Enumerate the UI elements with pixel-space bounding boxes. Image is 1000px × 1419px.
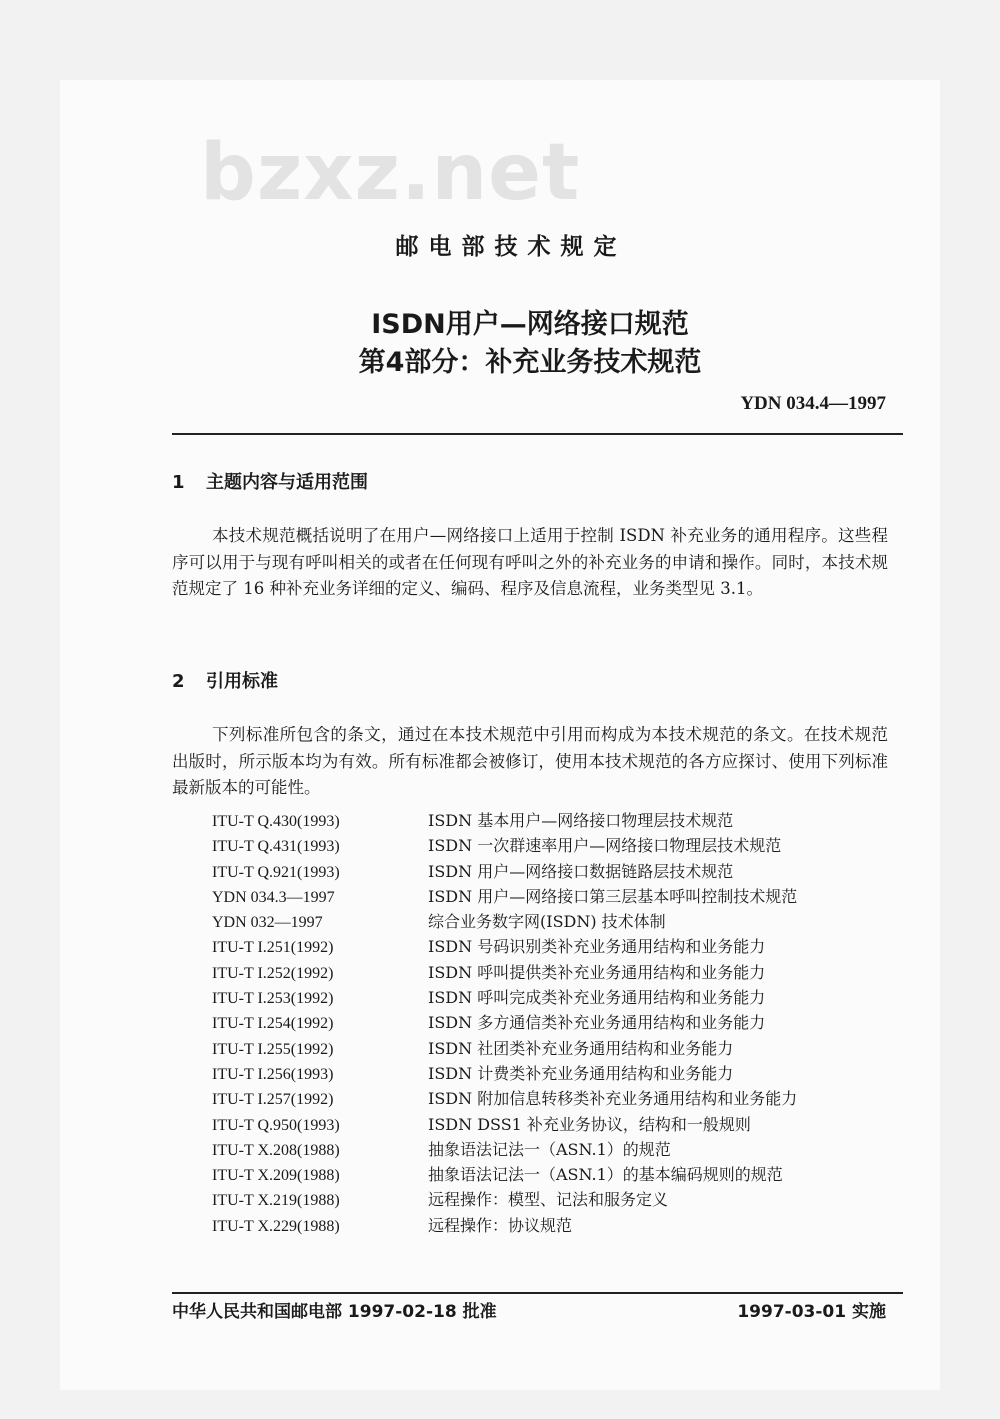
reference-title: 综合业务数字网(ISDN) 技术体制 (428, 912, 666, 932)
reference-code: ITU-T I.257(1992) (212, 1091, 334, 1109)
reference-code: ITU-T I.252(1992) (212, 964, 334, 982)
reference-title: 远程操作：协议规范 (428, 1215, 573, 1235)
reference-code: ITU-T X.209(1988) (212, 1167, 340, 1185)
reference-item (212, 884, 892, 909)
reference-title: ISDN 多方通信类补充业务通用结构和业务能力 (428, 1013, 766, 1033)
section-2-heading (172, 667, 278, 693)
standard-number: YDN 034.4—1997 (740, 393, 886, 414)
reference-title: 远程操作：模型、记法和服务定义 (428, 1190, 669, 1210)
effective-date: 1997-03-01 实施 (737, 1302, 886, 1322)
reference-code: ITU-T X.219(1988) (212, 1192, 340, 1210)
reference-item (212, 1213, 892, 1238)
watermark: bzxz.net (200, 128, 581, 218)
reference-item (212, 1112, 892, 1137)
reference-title: ISDN 呼叫提供类补充业务通用结构和业务能力 (428, 962, 766, 982)
reference-title: ISDN 呼叫完成类补充业务通用结构和业务能力 (428, 988, 766, 1008)
reference-title: ISDN 用户—网络接口第三层基本呼叫控制技术规范 (428, 886, 798, 906)
reference-item (212, 859, 892, 884)
reference-title: ISDN 社团类补充业务通用结构和业务能力 (428, 1038, 734, 1058)
reference-item (212, 1061, 892, 1086)
reference-item (212, 808, 892, 833)
reference-title: ISDN 号码识别类补充业务通用结构和业务能力 (428, 937, 766, 957)
reference-item (212, 1162, 892, 1187)
document-title-line2: 第4部分：补充业务技术规范 (358, 347, 702, 378)
reference-item (212, 960, 892, 985)
reference-code: ITU-T Q.430(1993) (212, 813, 340, 830)
reference-item (212, 909, 892, 934)
reference-title: ISDN 计费类补充业务通用结构和业务能力 (428, 1063, 734, 1083)
reference-code: ITU-T Q.431(1993) (212, 838, 340, 856)
reference-title: 抽象语法记法一（ASN.1）的基本编码规则的规范 (428, 1165, 783, 1185)
reference-code: ITU-T I.256(1993) (212, 1065, 334, 1083)
reference-list (212, 808, 892, 1238)
reference-code: YDN 034.3—1997 (212, 888, 335, 906)
reference-item (212, 1086, 892, 1111)
reference-title: ISDN 基本用户—网络接口物理层技术规范 (428, 811, 734, 830)
reference-code: ITU-T I.254(1992) (212, 1015, 334, 1033)
reference-code: ITU-T I.255(1992) (212, 1040, 334, 1058)
reference-item (212, 1036, 892, 1061)
reference-item (212, 985, 892, 1010)
section-1-number: 1 (172, 472, 185, 493)
reference-item (212, 833, 892, 858)
reference-item (212, 1010, 892, 1035)
section-2-title: 引用标准 (206, 671, 278, 692)
reference-code: ITU-T I.251(1992) (212, 939, 334, 957)
approval-note: 中华人民共和国邮电部 1997-02-18 批准 (172, 1302, 497, 1322)
reference-item (212, 934, 892, 959)
reference-title: ISDN 一次群速率用户—网络接口物理层技术规范 (428, 836, 782, 856)
section-1-body: 本技术规范概括说明了在用户—网络接口上适用于控制 ISDN 补充业务的通用程序。这些程序可以用于与现有呼叫相关的或者在任何现有呼叫之外的补充业务的申请和操作。同时，本技术规范规定了 16 种补充业务详细的定义、编码、程序及信息流程，业务类型见 3.1。 (172, 526, 888, 598)
section-1-title: 主题内容与适用范围 (206, 472, 368, 493)
reference-title: 抽象语法记法一（ASN.1）的规范 (428, 1139, 671, 1159)
reference-code: ITU-T X.208(1988) (212, 1141, 340, 1159)
reference-item (212, 1137, 892, 1162)
reference-code: ITU-T Q.921(1993) (212, 863, 340, 881)
document-title-line1: ISDN用户—网络接口规范 (371, 309, 689, 340)
reference-code: ITU-T I.253(1992) (212, 990, 334, 1008)
section-2-number: 2 (172, 671, 185, 692)
reference-title: ISDN 用户—网络接口数据链路层技术规范 (428, 861, 734, 881)
footer-divider (172, 1292, 903, 1294)
reference-item (212, 1187, 892, 1212)
reference-code: ITU-T X.229(1988) (212, 1217, 340, 1235)
section-2-body: 下列标准所包含的条文，通过在本技术规范中引用而构成为本技术规范的条文。在技术规范出版时，所示版本均为有效。所有标准都会被修订，使用本技术规范的各方应探讨、使用下列标准最新版本的可能性。 (172, 725, 888, 797)
reference-code: YDN 032—1997 (212, 914, 323, 932)
reference-code: ITU-T Q.950(1993) (212, 1116, 340, 1134)
header-divider (172, 433, 903, 435)
section-1-heading (172, 468, 368, 494)
reference-title: ISDN 附加信息转移类补充业务通用结构和业务能力 (428, 1089, 798, 1109)
issuing-organization: 邮电部技术规定 (395, 234, 627, 260)
reference-title: ISDN DSS1 补充业务协议，结构和一般规则 (428, 1114, 751, 1134)
